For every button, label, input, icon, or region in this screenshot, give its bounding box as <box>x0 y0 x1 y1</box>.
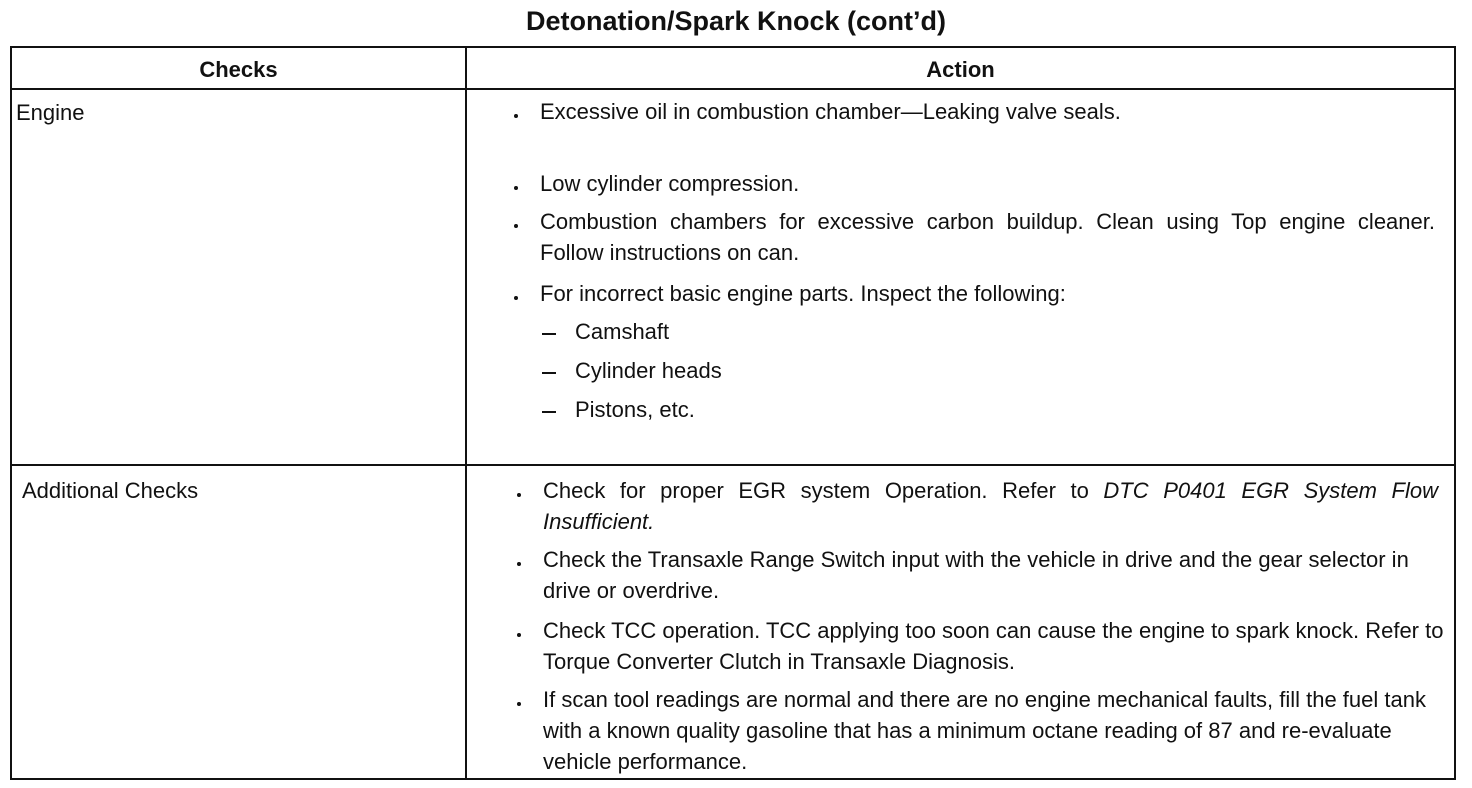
engine-action-3: Combustion chambers for excessive carbon buildup. Clean using Top engine cleaner. Follow instructions on can. <box>540 209 1435 265</box>
engine-action-1: Excessive oil in combustion chamber—Leaking valve seals. <box>540 99 1121 124</box>
engine-action-4: For incorrect basic engine parts. Inspect the following: <box>540 281 1066 306</box>
bullet-icon <box>514 296 518 300</box>
additional-action-3: Check TCC operation. TCC applying too soon can cause the engine to spark knock. Refer to Torque Converter Clutch in Transaxle Diagnosis. <box>543 618 1444 674</box>
bullet-icon <box>517 562 521 566</box>
additional-action-2: Check the Transaxle Range Switch input with the vehicle in drive and the gear selector in drive or overdrive. <box>543 547 1409 603</box>
bullet-icon <box>514 114 518 118</box>
dash-icon <box>542 411 556 413</box>
bullet-icon <box>517 702 521 706</box>
engine-subitem-3: Pistons, etc. <box>575 397 695 422</box>
engine-action-2: Low cylinder compression. <box>540 171 800 196</box>
header-checks: Checks <box>199 57 278 82</box>
check-engine: Engine <box>16 100 85 125</box>
additional-action-1: Check for proper EGR system Operation. Refer to DTC P0401 EGR System Flow Insufficient. <box>543 478 1438 534</box>
header-divider <box>12 88 1454 90</box>
column-divider <box>465 48 467 778</box>
egr-reference: DTC P0401 EGR System Flow Insufficient. <box>543 478 1438 534</box>
header-action: Action <box>926 57 995 82</box>
page-title: Detonation/Spark Knock (cont’d) <box>525 6 947 36</box>
additional-action-4: If scan tool readings are normal and there are no engine mechanical faults, fill the fuel tank with a known quality gasoline that has a minimum octane reading of 87 and re-evaluate vehicle performance. <box>543 687 1426 774</box>
bullet-icon <box>517 633 521 637</box>
diagnosis-table <box>10 46 1456 780</box>
bullet-icon <box>514 224 518 228</box>
check-additional: Additional Checks <box>22 478 199 503</box>
engine-subitem-1: Camshaft <box>575 319 670 344</box>
dash-icon <box>542 372 556 374</box>
dash-icon <box>542 333 556 335</box>
bullet-icon <box>517 493 521 497</box>
row-divider <box>12 464 1454 466</box>
engine-subitem-2: Cylinder heads <box>575 358 722 383</box>
bullet-icon <box>514 186 518 190</box>
